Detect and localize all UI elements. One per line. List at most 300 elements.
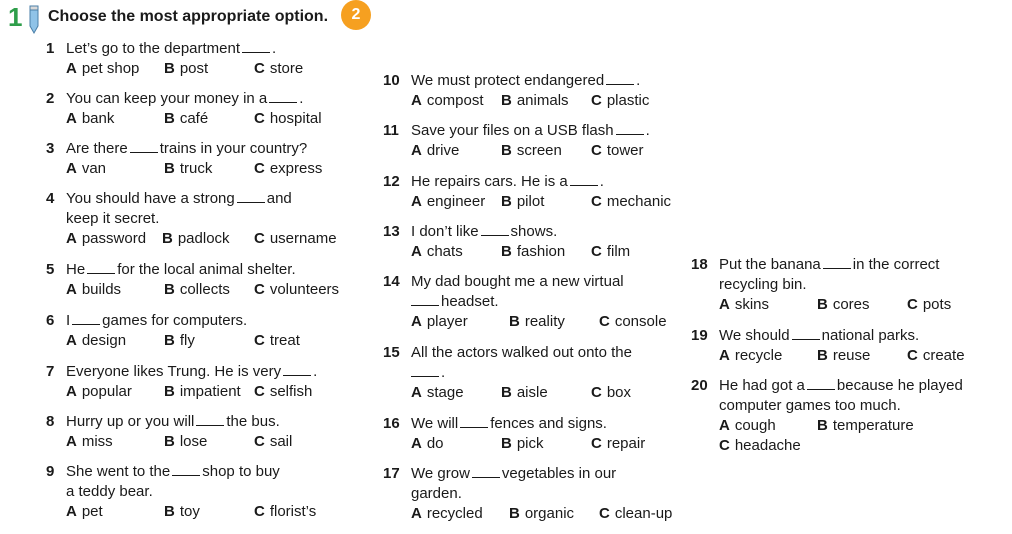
stem-part: Hurry up or you will bbox=[66, 413, 195, 430]
option-letter: B bbox=[509, 505, 520, 522]
option-b[interactable] bbox=[164, 382, 241, 402]
option-text: lose bbox=[179, 433, 208, 450]
option-b[interactable] bbox=[501, 383, 548, 403]
option-b[interactable] bbox=[164, 331, 195, 351]
option-b[interactable] bbox=[501, 91, 569, 111]
answer-blank[interactable] bbox=[792, 327, 820, 340]
option-text: username bbox=[269, 230, 337, 247]
exercise-number: 1 bbox=[8, 2, 23, 32]
option-letter: A bbox=[411, 142, 422, 159]
stem-part: My dad bought me a new virtual bbox=[411, 273, 624, 290]
option-letter: C bbox=[254, 281, 265, 298]
option-letter: C bbox=[719, 437, 730, 454]
question-stem bbox=[66, 189, 292, 209]
question-stem bbox=[411, 414, 607, 434]
option-letter: B bbox=[817, 417, 828, 434]
question-stem bbox=[66, 462, 280, 482]
option-c[interactable] bbox=[254, 229, 337, 249]
option-letter: B bbox=[817, 347, 828, 364]
question-15 bbox=[383, 343, 632, 403]
question-number: 3 bbox=[46, 140, 55, 157]
question-number: 16 bbox=[383, 415, 400, 432]
answer-blank[interactable] bbox=[472, 465, 500, 478]
question-stem bbox=[66, 362, 317, 382]
answer-blank[interactable] bbox=[130, 140, 158, 153]
question-number: 8 bbox=[46, 413, 55, 430]
stem-part: You should have a strong bbox=[66, 190, 235, 207]
option-c[interactable] bbox=[254, 59, 303, 79]
option-letter: A bbox=[66, 60, 77, 77]
question-11 bbox=[383, 121, 650, 161]
options-row bbox=[411, 312, 667, 332]
options-row bbox=[66, 280, 340, 300]
option-c[interactable] bbox=[591, 141, 644, 161]
answer-blank[interactable] bbox=[237, 190, 265, 203]
option-text: selfish bbox=[269, 383, 313, 400]
stem-part: He repairs cars. He is a bbox=[411, 173, 568, 190]
option-text: headache bbox=[734, 437, 801, 454]
option-c[interactable] bbox=[254, 109, 322, 129]
option-text: temperature bbox=[832, 417, 914, 434]
stem-part: I don’t like bbox=[411, 223, 479, 240]
option-c[interactable] bbox=[599, 312, 667, 332]
option-letter: A bbox=[411, 384, 422, 401]
option-text: clean-up bbox=[614, 505, 673, 522]
option-c[interactable] bbox=[254, 502, 316, 522]
question-13 bbox=[383, 222, 631, 262]
option-a[interactable] bbox=[411, 504, 483, 524]
option-c[interactable] bbox=[591, 192, 671, 212]
options-row bbox=[66, 109, 322, 129]
option-text: recycled bbox=[426, 505, 483, 522]
option-letter: C bbox=[591, 92, 602, 109]
option-letter: B bbox=[164, 503, 175, 520]
question-stem bbox=[719, 376, 963, 396]
answer-blank[interactable] bbox=[606, 72, 634, 85]
option-letter: C bbox=[599, 313, 610, 330]
option-a[interactable] bbox=[411, 141, 459, 161]
option-letter: C bbox=[907, 347, 918, 364]
stem-part: national parks. bbox=[821, 327, 920, 344]
option-b[interactable] bbox=[164, 432, 207, 452]
option-a[interactable] bbox=[411, 242, 463, 262]
question-4 bbox=[46, 189, 337, 249]
option-text: van bbox=[81, 160, 107, 177]
option-letter: C bbox=[907, 296, 918, 313]
option-a[interactable] bbox=[411, 312, 468, 332]
stem-part: We grow bbox=[411, 465, 470, 482]
question-number: 9 bbox=[46, 463, 55, 480]
option-letter: C bbox=[591, 142, 602, 159]
option-text: cough bbox=[734, 417, 776, 434]
stem-part: We should bbox=[719, 327, 790, 344]
question-stem-continued: keep it secret. bbox=[66, 210, 160, 227]
question-number: 2 bbox=[46, 90, 55, 107]
option-letter: B bbox=[501, 193, 512, 210]
option-text: create bbox=[922, 347, 965, 364]
option-text: pet bbox=[81, 503, 103, 520]
stem-part: Everyone likes Trung. He is very bbox=[66, 363, 282, 380]
options-row bbox=[411, 434, 646, 454]
option-b[interactable] bbox=[501, 141, 562, 161]
question-19 bbox=[691, 326, 965, 366]
question-3 bbox=[46, 139, 323, 179]
options-row bbox=[66, 59, 304, 79]
option-text: post bbox=[179, 60, 209, 77]
question-stem bbox=[66, 311, 247, 331]
question-stem bbox=[411, 272, 624, 292]
option-letter: A bbox=[66, 281, 77, 298]
question-stem bbox=[411, 172, 604, 192]
option-c[interactable] bbox=[591, 242, 630, 262]
option-letter: A bbox=[411, 435, 422, 452]
option-text: do bbox=[426, 435, 444, 452]
answer-blank[interactable] bbox=[72, 312, 100, 325]
option-letter: C bbox=[254, 110, 265, 127]
option-text: volunteers bbox=[269, 281, 340, 298]
option-a[interactable] bbox=[66, 59, 139, 79]
options-row bbox=[411, 91, 650, 111]
question-stem-continued bbox=[411, 363, 632, 383]
option-text: store bbox=[269, 60, 304, 77]
option-text: screen bbox=[516, 142, 562, 159]
question-stem bbox=[66, 260, 296, 280]
option-letter: B bbox=[162, 230, 173, 247]
option-a[interactable] bbox=[719, 346, 782, 366]
option-text: builds bbox=[81, 281, 122, 298]
options-row bbox=[66, 229, 337, 249]
options-row bbox=[719, 346, 965, 366]
option-letter: B bbox=[164, 110, 175, 127]
option-text: password bbox=[81, 230, 147, 247]
option-a[interactable] bbox=[66, 109, 114, 129]
answer-blank[interactable] bbox=[269, 90, 297, 103]
option-c[interactable] bbox=[254, 382, 312, 402]
question-stem bbox=[66, 89, 303, 109]
answer-blank[interactable] bbox=[411, 293, 439, 306]
option-text: impatient bbox=[179, 383, 241, 400]
options-row bbox=[411, 141, 650, 161]
options-row bbox=[66, 331, 300, 351]
option-text: box bbox=[606, 384, 632, 401]
question-stem bbox=[719, 326, 919, 346]
option-letter: B bbox=[164, 60, 175, 77]
option-b[interactable] bbox=[509, 504, 574, 524]
option-text: reuse bbox=[832, 347, 871, 364]
question-number: 4 bbox=[46, 190, 55, 207]
question-10 bbox=[383, 71, 650, 111]
unit-badge: 2 bbox=[341, 0, 371, 30]
question-16 bbox=[383, 414, 646, 454]
stem-part: . bbox=[441, 364, 446, 381]
option-text: film bbox=[606, 243, 631, 260]
options-row bbox=[66, 502, 317, 522]
option-text: tower bbox=[606, 142, 644, 159]
option-c[interactable] bbox=[907, 346, 965, 366]
option-text: truck bbox=[179, 160, 213, 177]
option-letter: B bbox=[509, 313, 520, 330]
option-letter: A bbox=[411, 243, 422, 260]
option-text: repair bbox=[606, 435, 646, 452]
question-number: 10 bbox=[383, 72, 400, 89]
answer-blank[interactable] bbox=[616, 122, 644, 135]
answer-blank[interactable] bbox=[87, 261, 115, 274]
option-letter: A bbox=[411, 193, 422, 210]
option-letter: C bbox=[599, 505, 610, 522]
stem-part: vegetables in our bbox=[501, 465, 617, 482]
option-text: recycle bbox=[734, 347, 783, 364]
question-7 bbox=[46, 362, 317, 402]
option-text: treat bbox=[269, 332, 300, 349]
question-1 bbox=[46, 39, 304, 79]
question-number: 17 bbox=[383, 465, 400, 482]
option-letter: C bbox=[591, 435, 602, 452]
answer-blank[interactable] bbox=[196, 413, 224, 426]
stem-part: All the actors walked out onto the bbox=[411, 344, 632, 361]
option-letter: C bbox=[254, 383, 265, 400]
stem-part: She went to the bbox=[66, 463, 171, 480]
question-stem bbox=[66, 39, 276, 59]
stem-part: Put the banana bbox=[719, 256, 821, 273]
option-text: stage bbox=[426, 384, 464, 401]
option-c[interactable] bbox=[599, 504, 672, 524]
stem-part: . bbox=[636, 72, 641, 89]
question-stem-continued: recycling bin. bbox=[719, 276, 807, 293]
option-b[interactable] bbox=[817, 346, 870, 366]
option-text: design bbox=[81, 332, 127, 349]
stem-part: headset. bbox=[441, 293, 499, 310]
option-text: fashion bbox=[516, 243, 566, 260]
option-text: drive bbox=[426, 142, 460, 159]
question-number: 12 bbox=[383, 173, 400, 190]
option-c[interactable] bbox=[254, 432, 292, 452]
option-text: florist’s bbox=[269, 503, 317, 520]
stem-part: shows. bbox=[510, 223, 558, 240]
option-text: express bbox=[269, 160, 323, 177]
stem-part: We must protect endangered bbox=[411, 72, 605, 89]
option-text: toy bbox=[179, 503, 200, 520]
option-a[interactable] bbox=[411, 91, 484, 111]
option-text: bank bbox=[81, 110, 115, 127]
options-row bbox=[66, 382, 317, 402]
options-row bbox=[411, 242, 631, 262]
stem-part: I bbox=[66, 312, 71, 329]
option-text: popular bbox=[81, 383, 132, 400]
option-c[interactable] bbox=[254, 280, 339, 300]
options-row bbox=[719, 295, 952, 315]
options-row bbox=[66, 432, 293, 452]
answer-blank[interactable] bbox=[481, 223, 509, 236]
option-b[interactable] bbox=[164, 59, 208, 79]
stem-part: . bbox=[299, 90, 304, 107]
question-8 bbox=[46, 412, 293, 452]
question-number: 13 bbox=[383, 223, 400, 240]
stem-part: because he played bbox=[836, 377, 963, 394]
answer-blank[interactable] bbox=[823, 256, 851, 269]
question-14 bbox=[383, 272, 667, 332]
option-text: pick bbox=[516, 435, 544, 452]
option-letter: C bbox=[591, 243, 602, 260]
question-stem-continued: a teddy bear. bbox=[66, 483, 153, 500]
option-letter: C bbox=[254, 503, 265, 520]
answer-blank[interactable] bbox=[172, 463, 200, 476]
answer-blank[interactable] bbox=[460, 415, 488, 428]
option-text: sail bbox=[269, 433, 293, 450]
question-20 bbox=[691, 376, 963, 454]
option-letter: B bbox=[501, 92, 512, 109]
option-b[interactable] bbox=[164, 109, 208, 129]
answer-blank[interactable] bbox=[411, 364, 439, 377]
option-text: reality bbox=[524, 313, 565, 330]
option-letter: A bbox=[411, 92, 422, 109]
option-text: engineer bbox=[426, 193, 486, 210]
option-letter: A bbox=[719, 347, 730, 364]
stem-part: and bbox=[266, 190, 292, 207]
option-letter: C bbox=[591, 193, 602, 210]
option-letter: A bbox=[66, 160, 77, 177]
stem-part: . bbox=[599, 173, 604, 190]
option-a[interactable] bbox=[66, 432, 113, 452]
option-text: skins bbox=[734, 296, 770, 313]
option-c[interactable] bbox=[591, 383, 631, 403]
pencil-icon bbox=[26, 4, 40, 34]
option-letter: A bbox=[66, 433, 77, 450]
option-c[interactable] bbox=[907, 295, 951, 315]
question-number: 6 bbox=[46, 312, 55, 329]
stem-part: Are there bbox=[66, 140, 128, 157]
option-letter: B bbox=[501, 243, 512, 260]
option-letter: B bbox=[164, 281, 175, 298]
question-number: 1 bbox=[46, 40, 55, 57]
option-letter: C bbox=[254, 332, 265, 349]
option-a[interactable] bbox=[66, 280, 121, 300]
option-letter: A bbox=[719, 296, 730, 313]
option-c[interactable] bbox=[254, 331, 300, 351]
option-a[interactable] bbox=[66, 382, 132, 402]
stem-part: shop to buy bbox=[202, 463, 280, 480]
question-number: 15 bbox=[383, 344, 400, 361]
stem-part: . bbox=[313, 363, 318, 380]
answer-blank[interactable] bbox=[283, 363, 311, 376]
option-b[interactable] bbox=[501, 192, 544, 212]
question-6 bbox=[46, 311, 300, 351]
option-c[interactable] bbox=[719, 436, 801, 456]
option-text: aisle bbox=[516, 384, 548, 401]
question-number: 14 bbox=[383, 273, 400, 290]
option-a[interactable] bbox=[66, 159, 106, 179]
instruction-text: Choose the most appropriate option. bbox=[48, 8, 329, 25]
question-stem bbox=[411, 121, 650, 141]
option-c[interactable] bbox=[591, 434, 645, 454]
option-letter: B bbox=[817, 296, 828, 313]
option-letter: B bbox=[164, 383, 175, 400]
option-letter: C bbox=[254, 433, 265, 450]
option-letter: A bbox=[411, 505, 422, 522]
option-a[interactable] bbox=[66, 502, 103, 522]
option-text: mechanic bbox=[606, 193, 672, 210]
option-text: collects bbox=[179, 281, 230, 298]
option-text: pet shop bbox=[81, 60, 140, 77]
option-a[interactable] bbox=[66, 229, 146, 249]
option-b[interactable] bbox=[164, 280, 230, 300]
question-stem-continued bbox=[411, 292, 624, 312]
option-letter: A bbox=[66, 383, 77, 400]
question-18 bbox=[691, 255, 952, 315]
stem-part: trains in your country? bbox=[159, 140, 308, 157]
stem-part: . bbox=[272, 40, 277, 57]
stem-part: in the correct bbox=[852, 256, 940, 273]
option-a[interactable] bbox=[411, 383, 464, 403]
option-c[interactable] bbox=[254, 159, 322, 179]
options-row bbox=[719, 416, 963, 454]
option-text: cores bbox=[832, 296, 870, 313]
question-number: 11 bbox=[383, 122, 399, 139]
option-b[interactable] bbox=[501, 242, 565, 262]
option-b[interactable] bbox=[164, 159, 212, 179]
option-text: padlock bbox=[177, 230, 230, 247]
question-stem bbox=[411, 222, 557, 242]
stem-part: Let’s go to the department bbox=[66, 40, 241, 57]
option-text: pots bbox=[922, 296, 952, 313]
option-letter: A bbox=[66, 332, 77, 349]
stem-part: . bbox=[645, 122, 650, 139]
question-2 bbox=[46, 89, 322, 129]
question-stem bbox=[411, 464, 616, 484]
question-number: 5 bbox=[46, 261, 55, 278]
option-a[interactable] bbox=[719, 295, 769, 315]
question-number: 19 bbox=[691, 327, 708, 344]
question-9 bbox=[46, 462, 317, 522]
option-text: plastic bbox=[606, 92, 650, 109]
option-b[interactable] bbox=[162, 229, 230, 249]
option-letter: B bbox=[501, 384, 512, 401]
option-text: player bbox=[426, 313, 468, 330]
question-stem bbox=[66, 139, 307, 159]
question-17 bbox=[383, 464, 673, 524]
stem-part: We will bbox=[411, 415, 459, 432]
option-b[interactable] bbox=[817, 295, 870, 315]
option-c[interactable] bbox=[591, 91, 649, 111]
option-letter: C bbox=[254, 230, 265, 247]
stem-part: the bus. bbox=[226, 413, 280, 430]
option-letter: B bbox=[501, 435, 512, 452]
option-b[interactable] bbox=[509, 312, 565, 332]
option-letter: B bbox=[164, 433, 175, 450]
question-stem bbox=[411, 71, 640, 91]
option-letter: C bbox=[254, 60, 265, 77]
stem-part: Save your files on a USB flash bbox=[411, 122, 614, 139]
option-b[interactable] bbox=[164, 502, 200, 522]
options-row bbox=[411, 383, 632, 403]
option-b[interactable] bbox=[817, 416, 914, 436]
option-letter: A bbox=[66, 230, 77, 247]
option-a[interactable] bbox=[411, 192, 485, 212]
question-number: 7 bbox=[46, 363, 55, 380]
answer-blank[interactable] bbox=[242, 40, 270, 53]
option-text: animals bbox=[516, 92, 569, 109]
option-a[interactable] bbox=[411, 434, 444, 454]
option-letter: A bbox=[66, 503, 77, 520]
option-text: miss bbox=[81, 433, 113, 450]
option-b[interactable] bbox=[501, 434, 544, 454]
stem-part: He bbox=[66, 261, 86, 278]
option-a[interactable] bbox=[719, 416, 776, 436]
answer-blank[interactable] bbox=[570, 173, 598, 186]
stem-part: for the local animal shelter. bbox=[117, 261, 296, 278]
question-12 bbox=[383, 172, 672, 212]
answer-blank[interactable] bbox=[807, 377, 835, 390]
option-a[interactable] bbox=[66, 331, 126, 351]
